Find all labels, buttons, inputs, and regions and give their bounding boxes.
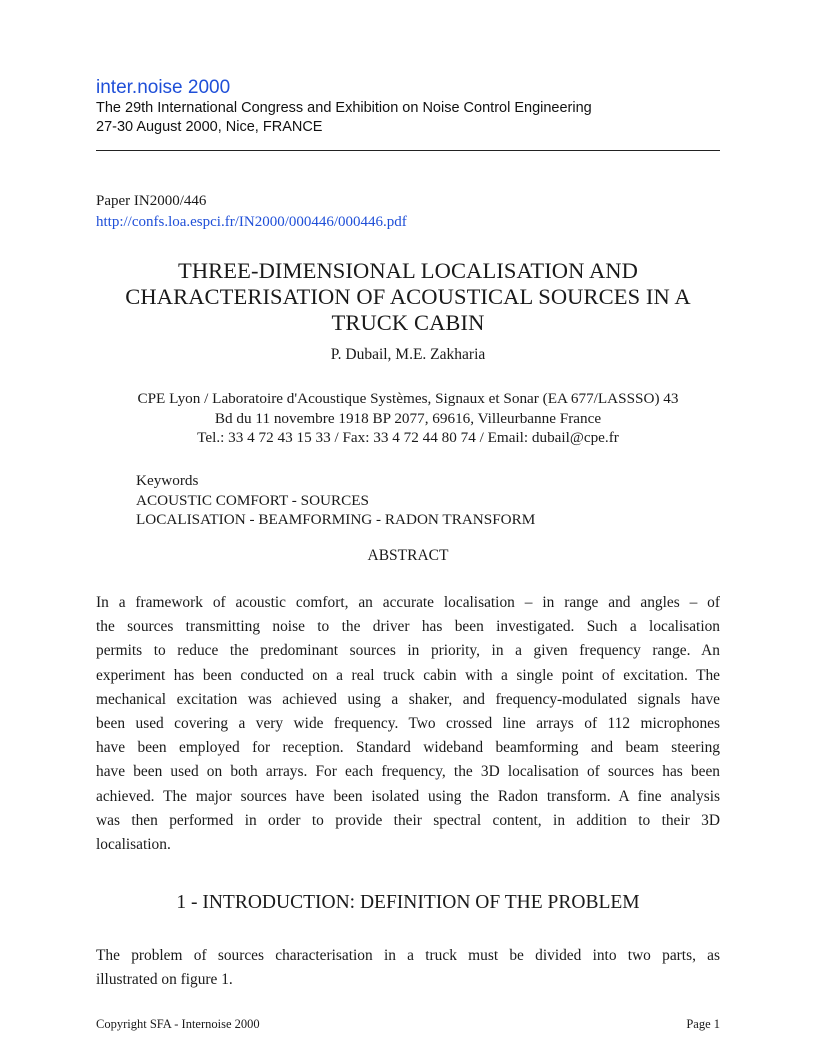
keywords-line: LOCALISATION - BEAMFORMING - RADON TRANSFORM: [136, 511, 536, 528]
paper-url-link[interactable]: http://confs.loa.espci.fr/IN2000/000446/000446.pdf: [96, 214, 407, 230]
header-divider: [96, 150, 720, 151]
keywords-line: ACOUSTIC COMFORT - SOURCES: [136, 491, 369, 509]
paper-title: [96, 258, 720, 336]
abstract-line: mechanical excitation was achieved using a shaker, and frequency-modulated signals have: [96, 690, 720, 708]
abstract-line: localisation.: [96, 835, 171, 853]
section-body: [96, 944, 720, 992]
abstract-heading: ABSTRACT: [367, 547, 449, 564]
section-heading: 1 - INTRODUCTION: DEFINITION OF THE PROBLEM: [176, 892, 640, 913]
title-line: THREE-DIMENSIONAL LOCALISATION AND: [177, 258, 639, 283]
paper-page: [96, 0, 720, 1056]
abstract-line: achieved. The major sources have been isolated using the Radon transform. A fine analysis: [96, 787, 720, 805]
section-line: The problem of sources characterisation in a truck must be divided into two parts, as: [96, 947, 720, 964]
keywords-label: Keywords: [136, 472, 199, 489]
keywords-block: [136, 471, 535, 530]
affiliation-line: CPE Lyon / Laboratoire d'Acoustique Systèmes, Signaux et Sonar (EA 677/LASSSO) 43: [137, 390, 679, 407]
abstract-line: In a framework of acoustic comfort, an accurate localisation – in range and angles – of: [96, 594, 720, 611]
abstract-line: experiment has been conducted on a real truck cabin with a single point of excitation. The: [96, 666, 720, 684]
abstract-line: permits to reduce the predominant sources in priority, in a given frequency range. An: [96, 642, 720, 660]
date-place-line: 27-30 August 2000, Nice, FRANCE: [96, 119, 323, 135]
abstract-line: the sources transmitting noise to the driver has been investigated. Such a localisation: [96, 618, 720, 636]
abstract-line: have been employed for reception. Standard wideband beamforming and beam steering: [96, 739, 720, 757]
affiliation-line: Tel.: 33 4 72 43 15 33 / Fax: 33 4 72 44 80 74 / Email: dubail@cpe.fr: [197, 429, 619, 446]
title-line: CHARACTERISATION OF ACOUSTICAL SOURCES IN A: [125, 284, 691, 309]
congress-line: The 29th International Congress and Exhibition on Noise Control Engineering: [96, 100, 592, 116]
abstract-line: been used covering a very wide frequency. Two crossed line arrays of 112 microphones: [96, 714, 720, 732]
abstract-body: [96, 591, 720, 857]
section-line: illustrated on figure 1.: [96, 971, 233, 989]
affiliation: [86, 389, 730, 448]
paper-id: Paper IN2000/446: [96, 193, 207, 209]
abstract-line: have been used on both arrays. For each frequency, the 3D localisation of sources has been: [96, 763, 720, 781]
footer-copyright: Copyright SFA - Internoise 2000: [96, 1017, 260, 1031]
footer-page-number: Page 1: [686, 1017, 720, 1031]
conference-name: inter.noise 2000: [96, 77, 231, 98]
title-line: TRUCK CABIN: [331, 310, 485, 335]
abstract-line: was then performed in order to provide their spectral content, in addition to their 3D: [96, 811, 720, 829]
authors: P. Dubail, M.E. Zakharia: [330, 346, 486, 363]
affiliation-line: Bd du 11 novembre 1918 BP 2077, 69616, Villeurbanne France: [214, 409, 602, 427]
